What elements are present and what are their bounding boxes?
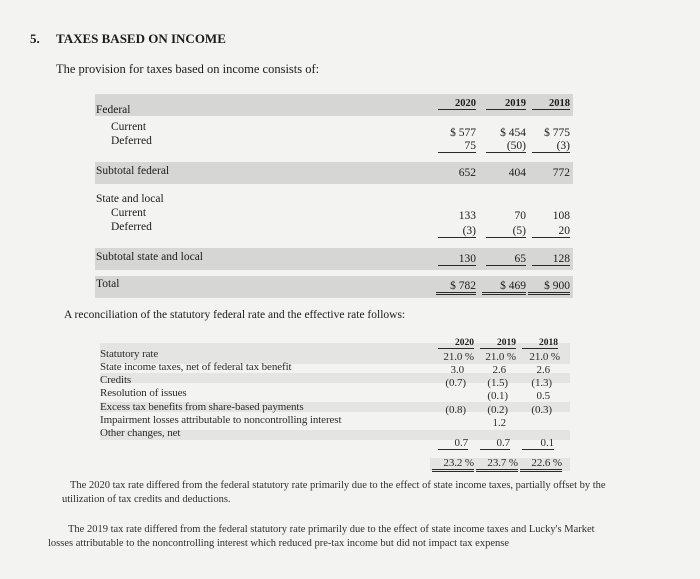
subtotal-state-2018: 128	[532, 253, 570, 266]
recon-col-2019: 2019	[480, 338, 516, 349]
subtotal-state-2020: 130	[438, 253, 476, 266]
recon-row-2019: (0.2)	[487, 404, 508, 416]
subtotal-federal-label: Subtotal federal	[96, 165, 170, 177]
recon-row-label: State income taxes, net of federal tax benefit	[100, 361, 292, 373]
recon-row-2020: (0.7)	[445, 377, 466, 389]
total-2019: $ 469	[482, 280, 526, 295]
recon-row-2018: 21.0 %	[529, 351, 560, 363]
section-number: 5.	[30, 31, 40, 46]
federal-label: Federal	[96, 104, 131, 116]
col-2019: 2019	[486, 98, 526, 110]
state-deferred-2018: 20	[532, 225, 570, 238]
recon-row-label: Credits	[100, 374, 132, 386]
federal-current-2019: $ 454	[500, 127, 526, 139]
reconciliation-intro: A reconciliation of the statutory federal rate and the effective rate follows:	[64, 309, 406, 321]
recon-row-2019: (0.1)	[487, 390, 508, 402]
recon-row-2020: (0.8)	[445, 404, 466, 416]
recon-row-2019: 2.6	[492, 364, 506, 376]
total-label: Total	[96, 278, 120, 290]
recon-row-2018: 2.6	[536, 364, 550, 376]
state-current-2018: 108	[552, 210, 570, 222]
subtotal-federal-2019: 404	[508, 167, 526, 179]
recon-row-label: Resolution of issues	[100, 387, 187, 399]
federal-current-2018: $ 775	[544, 127, 570, 139]
state-current-label: Current	[111, 207, 147, 219]
paragraph-2019: The 2019 tax rate differed from the federal statutory rate primarily due to the effect of state income taxes and Lucky's Market losses attributable to the noncontrolling interest which reduced pre-tax income but did not impact tax expense	[48, 524, 595, 549]
recon-total-2020: 23.2 %	[432, 457, 474, 472]
total-2018: $ 900	[528, 280, 570, 295]
recon-row-2019: 1.2	[492, 417, 506, 429]
recon-row-2018: 0.5	[536, 390, 550, 402]
state-deferred-2019: (5)	[486, 225, 526, 238]
recon-row-2018: 0.1	[522, 437, 554, 450]
recon-col-2018: 2018	[522, 338, 558, 349]
state-current-2020: 133	[458, 210, 476, 222]
state-current-2019: 70	[514, 210, 526, 222]
subtotal-state-2019: 65	[486, 253, 526, 266]
state-local-label: State and local	[96, 193, 164, 205]
recon-total-2018: 22.6 %	[520, 457, 562, 472]
federal-deferred-2020: 75	[438, 140, 476, 153]
col-2020: 2020	[438, 98, 476, 110]
intro-text: The provision for taxes based on income consists of:	[56, 62, 320, 76]
recon-row-2018: (1.3)	[531, 377, 552, 389]
federal-deferred-label: Deferred	[111, 135, 152, 147]
recon-row-2018: (0.3)	[531, 404, 552, 416]
recon-row-2020: 21.0 %	[443, 351, 474, 363]
recon-row-2019: 0.7	[480, 437, 510, 450]
section-title: TAXES BASED ON INCOME	[56, 31, 226, 46]
federal-current-label: Current	[111, 121, 147, 133]
state-deferred-2020: (3)	[438, 225, 476, 238]
recon-row-2020: 0.7	[438, 437, 468, 450]
recon-total-2019: 23.7 %	[476, 457, 518, 472]
col-2018: 2018	[532, 98, 570, 110]
recon-col-2020: 2020	[438, 338, 474, 349]
total-2020: $ 782	[436, 280, 476, 295]
federal-current-2020: $ 577	[450, 127, 476, 139]
state-deferred-label: Deferred	[111, 221, 152, 233]
recon-row-label: Statutory rate	[100, 348, 159, 360]
recon-row-label: Impairment losses attributable to noncontrolling interest	[100, 414, 342, 426]
recon-row-2019: 21.0 %	[485, 351, 516, 363]
paragraph-2020: The 2020 tax rate differed from the federal statutory rate primarily due to the effect of state income taxes, partially offset by the utilization of tax credits and deductions.	[62, 480, 606, 505]
recon-row-label: Other changes, net	[100, 427, 181, 439]
recon-row-2020: 3.0	[450, 364, 464, 376]
recon-row-label: Excess tax benefits from share-based payments	[100, 401, 304, 413]
subtotal-state-label: Subtotal state and local	[96, 251, 203, 263]
subtotal-federal-2020: 652	[458, 167, 476, 179]
recon-row-2019: (1.5)	[487, 377, 508, 389]
subtotal-federal-2018: 772	[552, 167, 570, 179]
federal-deferred-2018: (3)	[532, 140, 570, 153]
federal-deferred-2019: (50)	[486, 140, 526, 153]
